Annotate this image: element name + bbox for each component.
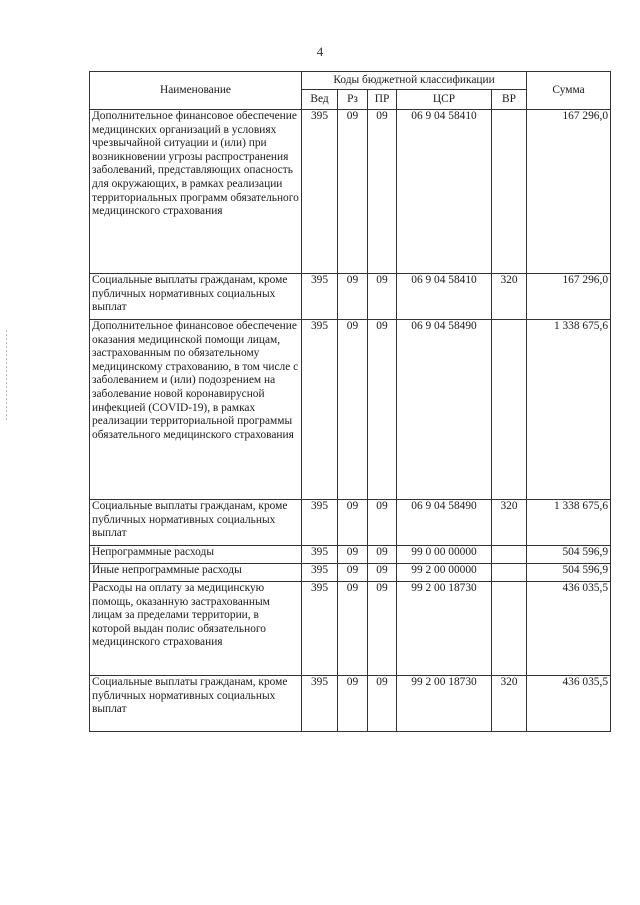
row-name: Социальные выплаты гражданам, кроме публичных нормативных социальных выплат [90,274,302,320]
table-row [90,110,611,274]
row-csr: 99 2 00 18730 [397,582,492,676]
row-csr: 99 0 00 00000 [397,546,492,564]
row-ved: 395 [302,320,338,500]
table-row [90,274,611,320]
row-ved: 395 [302,582,338,676]
row-vr: 320 [492,500,527,546]
header-csr: ЦСР [397,90,492,110]
row-vr: 320 [492,676,527,732]
row-rz: 09 [338,110,368,274]
row-vr [492,320,527,500]
header-ved: Вед [302,90,338,110]
row-rz: 09 [338,676,368,732]
row-csr: 06 9 04 58410 [397,110,492,274]
row-csr: 99 2 00 18730 [397,676,492,732]
row-pr: 09 [368,564,397,582]
budget-table [89,71,611,732]
row-csr: 06 9 04 58490 [397,320,492,500]
row-name: Социальные выплаты гражданам, кроме публичных нормативных социальных выплат [90,500,302,546]
table-row [90,564,611,582]
row-rz: 09 [338,320,368,500]
row-vr [492,582,527,676]
row-name: Непрограммные расходы [90,546,302,564]
row-sum: 167 296,0 [527,274,611,320]
header-vr: ВР [492,90,527,110]
row-pr: 09 [368,274,397,320]
row-csr: 06 9 04 58410 [397,274,492,320]
row-vr [492,110,527,274]
row-sum: 504 596,9 [527,546,611,564]
row-sum: 1 338 675,6 [527,500,611,546]
table-row [90,582,611,676]
row-sum: 436 035,5 [527,582,611,676]
header-name: Наименование [90,72,302,110]
row-pr: 09 [368,500,397,546]
row-ved: 395 [302,500,338,546]
row-csr: 99 2 00 00000 [397,564,492,582]
row-sum: 167 296,0 [527,110,611,274]
table-row [90,546,611,564]
row-pr: 09 [368,110,397,274]
row-vr [492,564,527,582]
row-name: Дополнительное финансовое обеспечение оказания медицинской помощи лицам, застрахованным по обязательному медицинскому страхованию, в том числе с заболеванием и (или) подозрением на заболевание новой коронавирусной инфекцией (COVID-19), в рамках реализации территориальной программы обязательного медицинского страхования [90,320,302,500]
row-ved: 395 [302,110,338,274]
row-vr [492,546,527,564]
row-name: Иные непрограммные расходы [90,564,302,582]
row-rz: 09 [338,564,368,582]
row-rz: 09 [338,546,368,564]
row-ved: 395 [302,546,338,564]
row-vr: 320 [492,274,527,320]
header-sum: Сумма [527,72,611,110]
scan-margin-mark [6,330,7,420]
row-pr: 09 [368,546,397,564]
row-pr: 09 [368,676,397,732]
row-rz: 09 [338,500,368,546]
row-pr: 09 [368,582,397,676]
row-name: Дополнительное финансовое обеспечение медицинских организаций в условиях чрезвычайной ситуации и (или) при возникновении угрозы распространения заболеваний, представляющих опасность для окружающих, в рамках реализации территориальных программ обязательного медицинского страхования [90,110,302,274]
header-codes-group: Коды бюджетной классификации [302,72,527,90]
table-row [90,500,611,546]
row-pr: 09 [368,320,397,500]
row-ved: 395 [302,564,338,582]
page-number: 4 [316,44,324,59]
row-ved: 395 [302,676,338,732]
row-name: Расходы на оплату за медицинскую помощь, оказанную застрахованным лицам за пределами территории, в которой выдан полис обязательного медицинского страхования [90,582,302,676]
row-ved: 395 [302,274,338,320]
row-sum: 436 035,5 [527,676,611,732]
row-sum: 1 338 675,6 [527,320,611,500]
row-rz: 09 [338,274,368,320]
table-row [90,320,611,500]
header-rz: Рз [338,90,368,110]
row-csr: 06 9 04 58490 [397,500,492,546]
row-name: Социальные выплаты гражданам, кроме публичных нормативных социальных выплат [90,676,302,732]
table-row [90,676,611,732]
row-sum: 504 596,9 [527,564,611,582]
header-pr: ПР [368,90,397,110]
row-rz: 09 [338,582,368,676]
